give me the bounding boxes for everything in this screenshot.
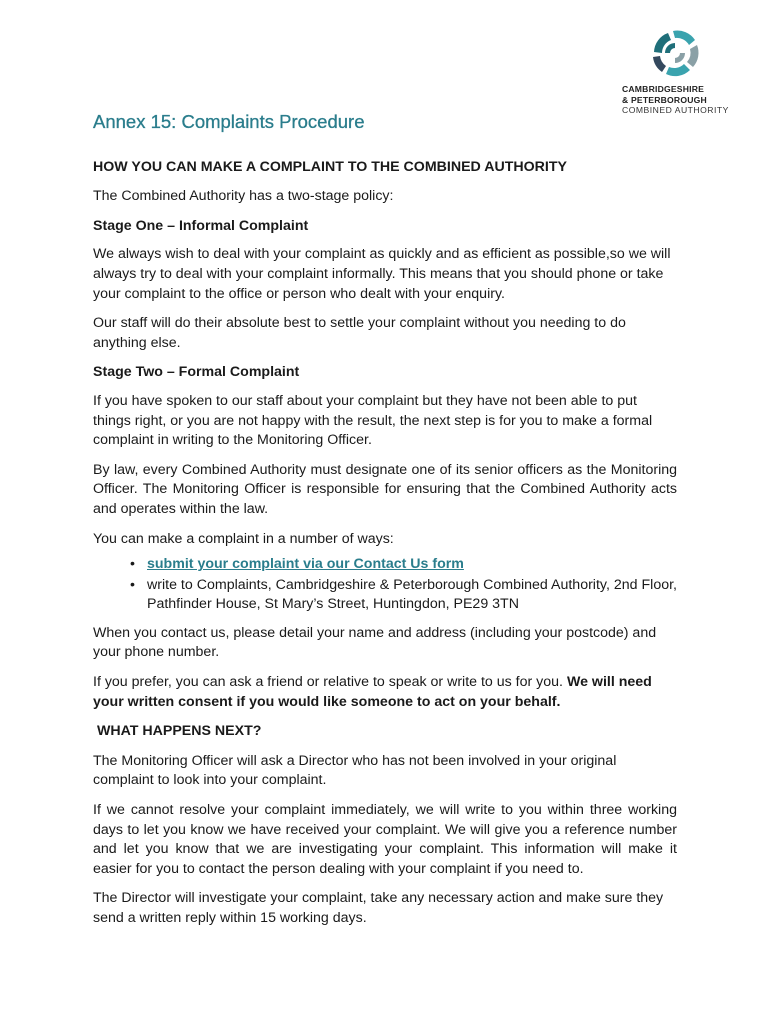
complaint-methods-list bbox=[93, 555, 677, 615]
stage-one-heading: Stage One – Informal Complaint bbox=[93, 217, 309, 234]
stage-two-heading: Stage Two – Formal Complaint bbox=[93, 364, 300, 381]
next-paragraph-2: If we cannot resolve your complaint immediately, we will write to you within three working days to let you know we have received your complaint. We will give you a reference number and let you know that we are investigating your complaint. This information will make it easier for you to contact the person dealing with your complaint if you need to. bbox=[93, 802, 677, 877]
organisation-logo bbox=[622, 28, 732, 116]
next-paragraph-1: The Monitoring Officer will ask a Director who has not been involved in your original complaint to look into your complaint. bbox=[93, 752, 617, 789]
stage-one-paragraph-2: Our staff will do their absolute best to settle your complaint without you needing to do anything else. bbox=[93, 315, 626, 351]
ways-intro: You can make a complaint in a number of ways: bbox=[93, 530, 394, 547]
logo-line-1: CAMBRIDGESHIRE bbox=[622, 84, 705, 94]
contact-detail-paragraph: When you contact us, please detail your name and address (including your postcode) and your phone number. bbox=[93, 624, 657, 661]
page-title: Annex 15: Complaints Procedure bbox=[93, 111, 365, 132]
stage-two-paragraph-1: If you have spoken to our staff about your complaint but they have not been able to put things right, or you are not happy with the result, the next step is for you to make a formal complaint in writing to the Monitoring Officer. bbox=[93, 392, 653, 449]
list-item: • write to Complaints, Cambridgeshire & Peterborough Combined Authority, 2nd Floor, Pathfinder House, St Mary’s Street, Huntingdon, PE29 3TN bbox=[147, 576, 677, 615]
document-body bbox=[93, 112, 677, 939]
consent-bold-text: We will need your written consent if you would like someone to act on your behalf. bbox=[93, 674, 652, 710]
consent-paragraph bbox=[93, 673, 677, 712]
contact-us-form-link[interactable]: submit your complaint via our Contact Us form bbox=[147, 556, 464, 573]
stage-two-paragraph-2: By law, every Combined Authority must designate one of its senior officers as the Monitoring Officer. The Monitoring Officer is responsible for ensuring that the Combined Authority acts and operates within the law. bbox=[93, 461, 677, 517]
intro-text: The Combined Authority has a two-stage policy: bbox=[93, 188, 394, 205]
friend-text: If you prefer, you can ask a friend or relative to speak or write to us for you. bbox=[93, 674, 563, 691]
logo-line-2: & PETERBOROUGH bbox=[622, 94, 707, 105]
section-heading-what-happens-next: WHAT HAPPENS NEXT? bbox=[93, 723, 262, 740]
stage-one-paragraph-1: We always wish to deal with your complaint as quickly and as efficient as possible,so we will always try to deal with your complaint informally. This means that you should phone or take your complaint to the office or person who dealt with your enquiry. bbox=[93, 246, 671, 302]
list-item bbox=[147, 555, 677, 575]
logo-mark-icon bbox=[646, 28, 704, 78]
next-paragraph-3: The Director will investigate your complaint, take any necessary action and make sure they send a written reply within 15 working days. bbox=[93, 890, 664, 926]
logo-line-3: COMBINED AUTHORITY bbox=[622, 105, 729, 115]
section-heading-how-to-complain: HOW YOU CAN MAKE A COMPLAINT TO THE COMBINED AUTHORITY bbox=[93, 158, 567, 175]
